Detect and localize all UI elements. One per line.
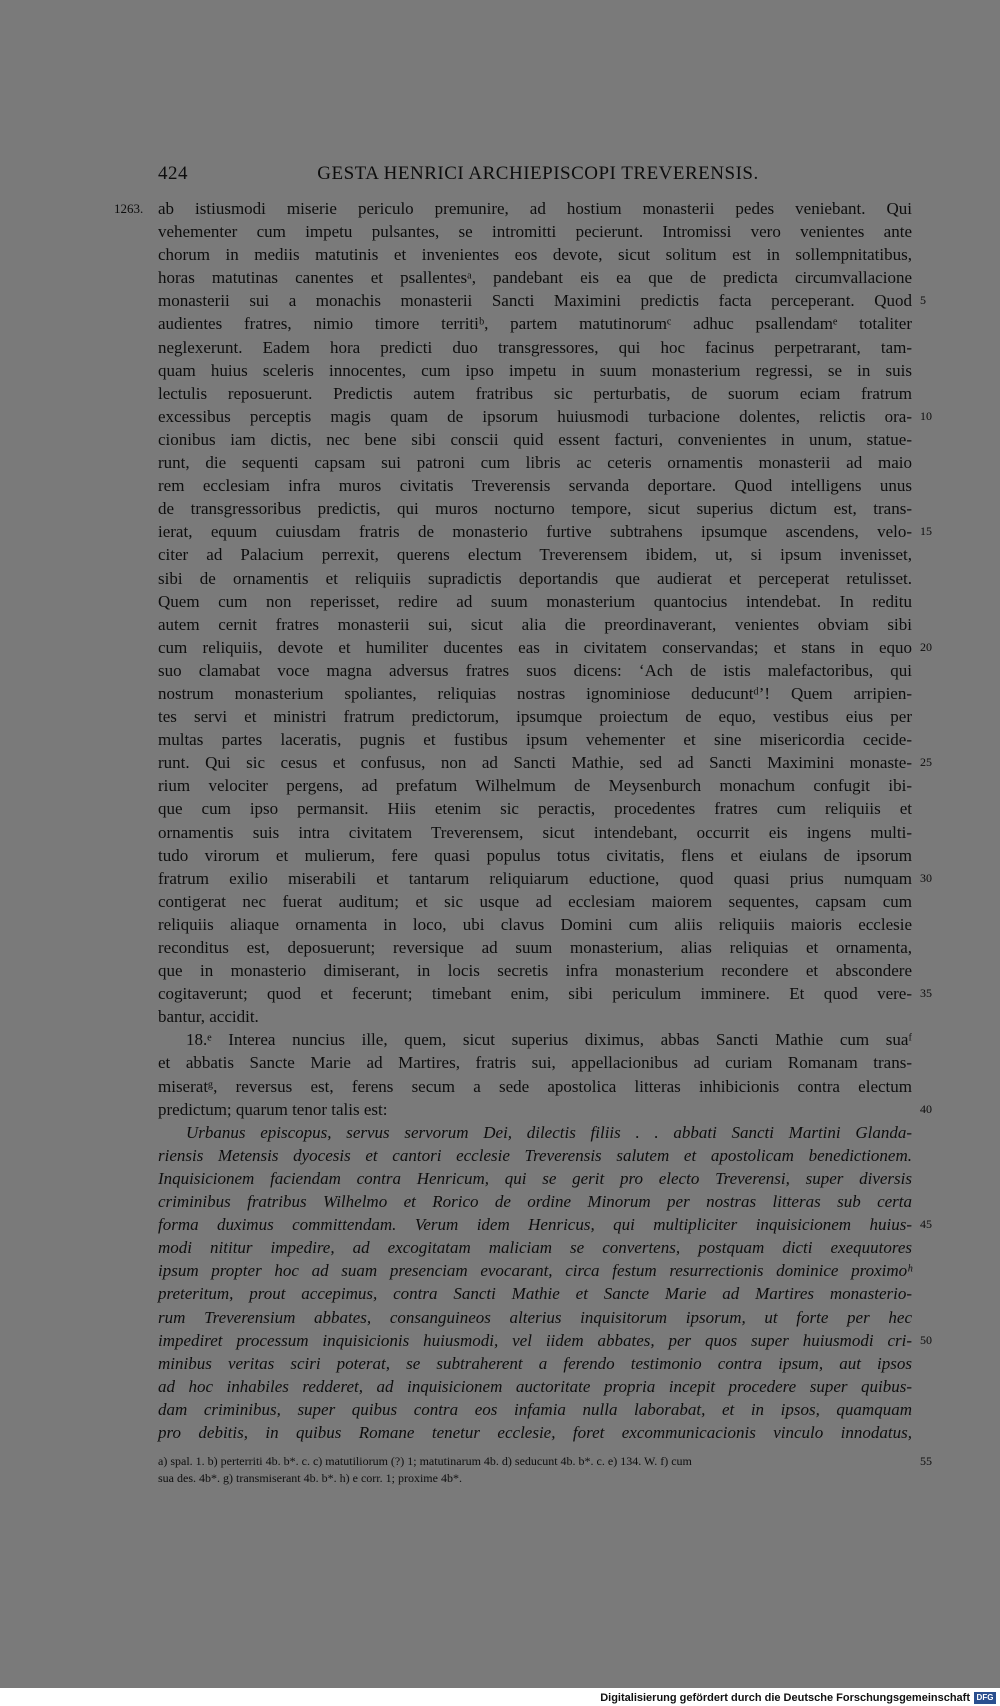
- line-text: reconditus est, deposuerunt; reversique ad suum monasterium, alias reliquias et ornamenta,: [158, 938, 912, 957]
- text-line: [114, 197, 912, 220]
- line-text: miseratᵍ, reversus est, ferens secum a sede apostolica litteras inhibicionis contra electum: [158, 1076, 912, 1096]
- line-text: Urbanus episcopus, servus servorum Dei, dilectis filiis . . abbati Sancti Martini Glanda-: [186, 1122, 912, 1142]
- line-text: reliquiis aliaque ornamenta in loco, ubi clavus Domini cum aliis reliquiis maioris ecclesie: [158, 914, 912, 934]
- line-text: riensis Metensis dyocesis et cantori ecclesie Treverensis salutem et apostolicam benedictionem.: [158, 1145, 912, 1165]
- text-line: [158, 913, 912, 936]
- line-number: 30: [920, 870, 932, 885]
- line-number: 25: [920, 755, 932, 770]
- line-text: ierat, equum cuiusdam fratris de monasterio furtive subtrahens ipsumque ascendens, velo-: [158, 522, 912, 542]
- text-line: [158, 936, 912, 959]
- line-text: predictum; quarum tenor talis est:: [158, 1099, 388, 1119]
- text-line: [158, 959, 912, 982]
- text-line: [158, 520, 932, 543]
- text-line: [158, 1282, 912, 1305]
- line-text: runt, die sequenti capsam sui patroni cum libris ac ceteris ornamentis monasterii ad maio: [158, 453, 912, 473]
- line-text: 18.ᵉ Interea nuncius ille, quem, sicut superius diximus, abbas Sancti Mathie cum suaᶠ: [186, 1030, 912, 1050]
- line-number: 55: [920, 1454, 932, 1468]
- text-line: [158, 359, 912, 382]
- line-text: Quem cum non reperisset, redire ad suum monasterium quantocius intendebat. In reditu: [158, 591, 912, 611]
- text-line: [158, 428, 912, 451]
- running-title: GESTA HENRICI ARCHIEPISCOPI TREVERENSIS.: [317, 163, 759, 184]
- text-line: [158, 474, 912, 497]
- line-text: tes servi et ministri fratrum predictorum, ipsumque proiectum de equo, vestibus eius per: [158, 707, 912, 727]
- line-number: 5: [920, 293, 926, 308]
- line-text: que cum ipso permansit. Hiis etenim sic peractis, procedentes fratres cum reliquiis et: [158, 799, 912, 819]
- line-text: cum reliquiis, devote et humiliter ducentes eas in civitatem conservandas; et stans in equo: [158, 637, 912, 657]
- text-line: [158, 266, 912, 289]
- text-line: [158, 1190, 912, 1213]
- text-line: [158, 1375, 912, 1398]
- text-line: [158, 636, 932, 659]
- text-line: [158, 1075, 912, 1098]
- running-header: [158, 163, 918, 187]
- line-text: monasterii sui a monachis monasterii Sancti Maximini predictis facta perceperant. Quod: [158, 291, 912, 311]
- line-text: minibus veritas sciri poterat, se subtraherent a ferendo testimonio contra ipsum, aut ipsos: [158, 1353, 912, 1373]
- footnote-line: [158, 1453, 932, 1469]
- line-text: que in monasterio dimiserant, in locis secretis infra monasterium recondere et abscondere: [158, 961, 912, 981]
- line-text: ornamentis suis intra civitatem Treverensem, sicut intendebant, occurrit eis ingens multi-: [158, 822, 912, 842]
- text-line: [158, 220, 912, 243]
- text-line: [158, 682, 912, 705]
- text-line: [158, 1213, 932, 1236]
- line-text: rium velociter pergens, ad prefatum Wilhelmum de Meysenburch monachum confugit ibi-: [158, 776, 912, 796]
- text-line: [158, 382, 912, 405]
- line-text: runt. Qui sic cesus et confusus, non ad Sancti Mathie, sed ad Sancti Maximini monaste-: [158, 753, 912, 773]
- line-text: suo clamabat voce magna adversus fratres suos dicens: ‘Ach de istis malefactoribus, qui: [158, 660, 912, 680]
- text-line: [158, 659, 912, 682]
- line-number: 10: [920, 408, 932, 423]
- line-number: 50: [920, 1332, 932, 1347]
- line-text: quam huius sceleris innocentes, cum ipso impetu in suum monasterium regressi, se in suis: [158, 360, 912, 380]
- text-line: [158, 1236, 912, 1259]
- text-line: [158, 567, 912, 590]
- text-line: [158, 1398, 912, 1421]
- line-text: Inquisicionem faciendam contra Henricum, qui se gerit pro electo Treverensi, super diversis: [158, 1168, 912, 1188]
- line-text: preteritum, prout accepimus, contra Sancti Mathie et Sancte Marie ad Martires monasterio-: [158, 1284, 912, 1304]
- line-text: pro debitis, in quibus Romane tenetur ecclesie, foret excommunicacionis vinculo innodatus,: [158, 1422, 912, 1442]
- line-text: cionibus iam dictis, nec bene sibi conscii quid essent facturi, convenientes in unum, statue-: [158, 429, 912, 449]
- text-line: [158, 890, 912, 913]
- line-text: cogitaverunt; quod et fecerunt; timebant enim, sibi periculum imminere. Et quod vere-: [158, 984, 912, 1004]
- text-line: [158, 728, 912, 751]
- line-text: chorum in mediis matutinis et invenientes eos devote, sicut solitum est in sollempnitatibus,: [158, 245, 912, 265]
- line-text: criminibus fratribus Wilhelmo et Rorico de ordine Minorum per nostras litteras sub certa: [158, 1192, 912, 1212]
- line-text: vehementer cum impetu pulsantes, se intromitti pecierunt. Intromissi vero venientes ante: [158, 222, 912, 242]
- text-line: [158, 867, 932, 890]
- text-line: [158, 1051, 912, 1074]
- line-text: citer ad Palacium perrexit, querens electum Treverensem ibidem, ut, si ipsum invenisset,: [158, 545, 912, 565]
- line-text: neglexerunt. Eadem hora predicti duo transgressores, qui hoc facinus perpetrarant, tam-: [158, 337, 912, 357]
- text-line: [158, 1121, 912, 1144]
- text-line: [158, 797, 912, 820]
- funding-credit: Digitalisierung gefördert durch die Deutsche Forschungsgemeinschaft: [600, 1692, 970, 1704]
- line-text: dam criminibus, super quibus contra eos infamia nulla laborabat, et in ipsos, quamquam: [158, 1399, 912, 1419]
- text-line: [158, 751, 932, 774]
- line-text: rem ecclesiam infra muros civitatis Treverensis servanda deportare. Quod intelligens unus: [158, 476, 912, 496]
- line-text: fratrum exilio miserabili et tantarum reliquiarum eductione, quod quasi prius numquam: [158, 868, 912, 888]
- text-line: [158, 821, 912, 844]
- line-number: 15: [920, 524, 932, 539]
- text-line: [158, 613, 912, 636]
- line-text: forma duximus committendam. Verum idem Henricus, qui multipliciter inquisicionem huius-: [158, 1215, 912, 1235]
- text-line: [158, 1028, 912, 1051]
- main-text: [114, 197, 932, 1444]
- line-text: nostrum monasterium spoliantes, reliquias nostras ignominiose deducuntᵈ’! Quem arripien-: [158, 683, 912, 703]
- line-number: 45: [920, 1217, 932, 1232]
- line-number: 35: [920, 986, 932, 1001]
- text-line: [158, 774, 912, 797]
- text-line: [158, 705, 912, 728]
- text-line: [158, 590, 912, 613]
- line-text: audientes fratres, nimio timore territiᵇ, partem matutinorumᶜ adhuc psallendamᵉ totaliter: [158, 314, 912, 334]
- line-number: 20: [920, 639, 932, 654]
- footnote-line: [158, 1470, 912, 1486]
- text-line: [158, 451, 912, 474]
- text-line: [158, 1352, 912, 1375]
- line-text: modi nititur impedire, ad excogitatam maliciam se convertens, postquam dicti exequutores: [158, 1238, 912, 1258]
- line-number: 40: [920, 1101, 932, 1116]
- text-line: [158, 1421, 912, 1444]
- line-text: de transgressoribus predictis, qui muros nocturno tempore, sicut superius dictum est, trans-: [158, 499, 912, 519]
- line-text: excessibus perceptis magis quam de ipsorum huiusmodi turbacione dolentes, relictis ora-: [158, 406, 912, 426]
- line-text: multas partes laceratis, pugnis et fustibus ipsum vehementer et sine misericordia cecide-: [158, 730, 912, 750]
- text-line: [158, 1259, 912, 1282]
- text-line: [158, 289, 926, 312]
- text-line: [158, 1098, 932, 1121]
- text-line: [158, 844, 912, 867]
- year-marker: 1263.: [114, 201, 144, 216]
- line-text: rum Treverensium abbates, consanguineos alterius inquisitorum ipsorum, ut forte per hec: [158, 1307, 912, 1327]
- text-line: [158, 1005, 912, 1028]
- line-text: bantur, accidit.: [158, 1007, 259, 1027]
- line-text: contigerat nec fuerat auditum; et sic usque ad ecclesiam maiorem sequentes, capsam cum: [158, 891, 912, 911]
- line-text: ipsum propter hoc ad suam presenciam evocarant, circa festum resurrectionis dominice proximoʰ: [158, 1261, 912, 1281]
- text-line: [158, 243, 912, 266]
- line-text: sibi de ornamentis et reliquiis supradictis deportandis que audierat et perceperat retulisset.: [158, 568, 912, 588]
- text-line: [158, 1144, 912, 1167]
- text-line: [158, 497, 912, 520]
- line-text: horas matutinas canentes et psallentesᵃ, pandebant eis ea que de predicta circumvallacione: [158, 268, 912, 288]
- footnote-text: a) spal. 1. b) perterriti 4b. b*. c. c) matutiliorum (?) 1; matutinarum 4b. d) seducunt 4b. b*. c. e) 134. W. f) cum: [158, 1454, 692, 1468]
- text-line: [158, 543, 912, 566]
- line-text: ab istiusmodi miserie periculo premunire, ad hostium monasterii pedes veniebant. Qui: [158, 199, 912, 218]
- text-line: [158, 982, 932, 1005]
- footnote-text: sua des. 4b*. g) transmiserant 4b. b*. h) e corr. 1; proxime 4b*.: [158, 1471, 462, 1485]
- line-text: et abbatis Sancte Marie ad Martires, fratris sui, appellacionibus ad curiam Romanam trans-: [158, 1053, 912, 1073]
- text-line: [158, 1329, 932, 1352]
- text-line: [158, 1167, 912, 1190]
- text-line: [158, 1306, 912, 1329]
- line-text: tudo virorum et mulierum, fere quasi populus totus civitatis, flens et eiulans de ipsorum: [158, 845, 912, 865]
- text-line: [158, 312, 912, 335]
- text-line: [158, 336, 912, 359]
- line-text: autem cernit fratres monasterii sui, sicut alia die preordinaverant, venientes obviam sibi: [158, 614, 912, 634]
- dfg-logo: DFG: [974, 1692, 996, 1704]
- line-text: impediret processum inquisicionis huiusmodi, vel iidem abbates, per quos super huiusmodi cri-: [158, 1330, 912, 1350]
- line-text: ad hoc inhabiles redderet, ad inquisicionem auctoritate propria incepit procedere super quibus-: [158, 1376, 912, 1396]
- page-number: 424: [158, 163, 188, 184]
- line-text: lectulis reposuerunt. Predictis autem fratribus sic perturbatis, de suorum eciam fratrum: [158, 383, 912, 403]
- text-line: [158, 405, 932, 428]
